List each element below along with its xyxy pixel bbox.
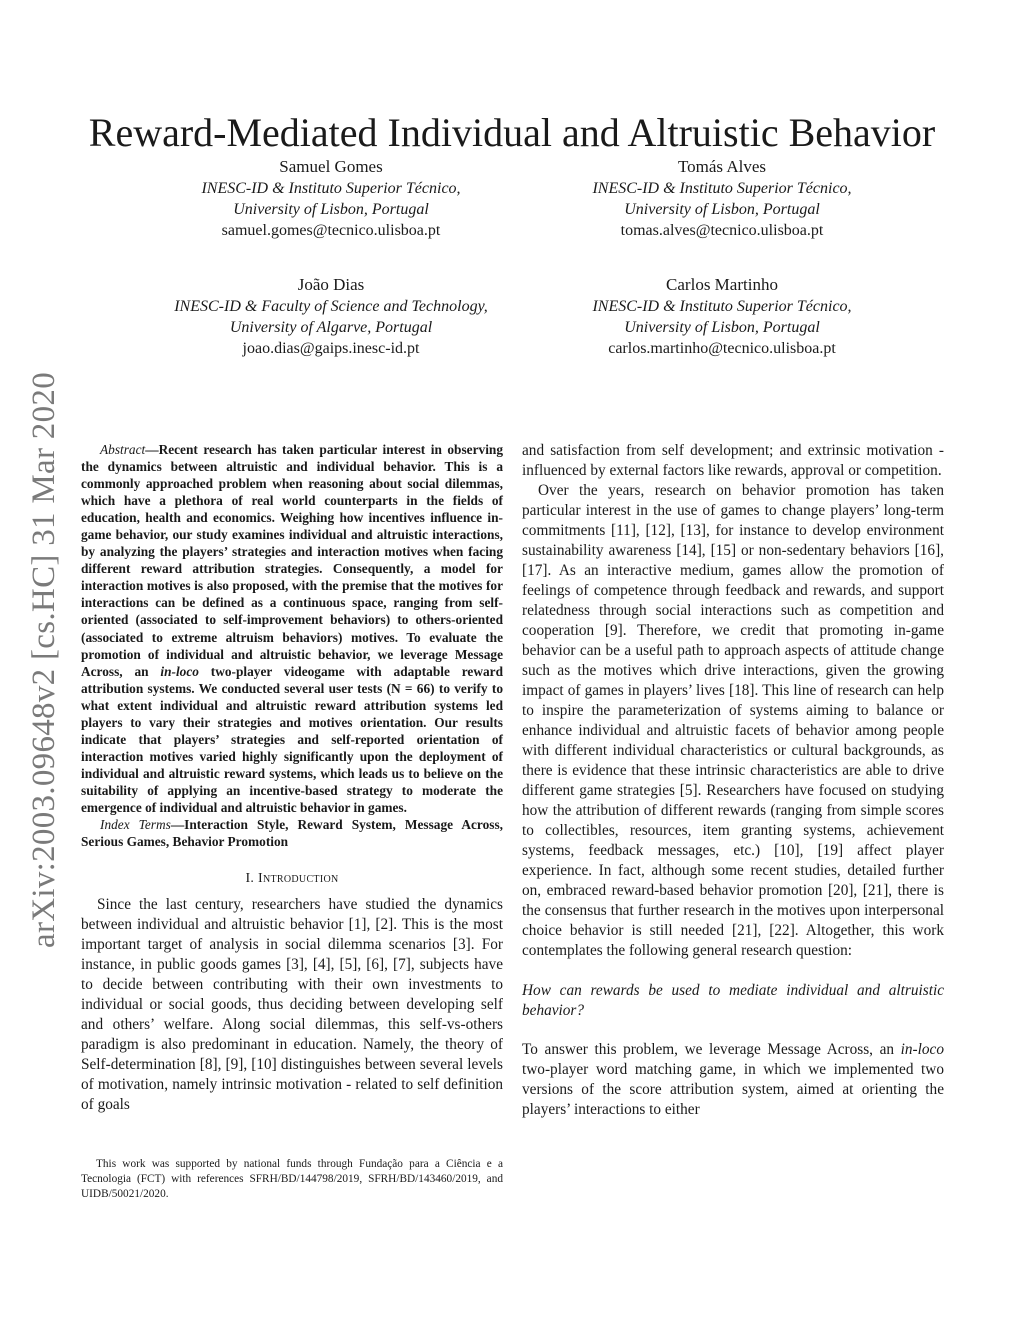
author-name: Carlos Martinho: [666, 275, 778, 294]
research-question: How can rewards be used to mediate individual and altruistic behavior?: [522, 982, 944, 1020]
author-name: João Dias: [297, 275, 365, 294]
intro-paragraph: Since the last century, researchers have studied the dynamics between individual and altruistic behavior [1], [2]. This is the most important target of analysis in social dilemma scenarios [3]. For instance, in public goods games [3], [4], [5], [6], [7], subjects have to decide between contributing with their own investments to individual or social goods, thus deciding between developing self and others’ welfare. Along social dilemmas, this self-vs-others paradigm is also predominant in education. Namely, the theory of Self-determination [8], [9], [10] distinguishes between several levels of motivation, namely intrinsic motivation - related to self definition of goals: [81, 896, 503, 1114]
author-affiliation: INESC-ID & Instituto Superior Técnico,: [592, 298, 852, 315]
author-affiliation: INESC-ID & Instituto Superior Técnico,: [592, 180, 852, 197]
abstract-emphasis: in-loco: [160, 663, 199, 679]
abstract-text: —Recent research has taken particular interest in observing the dynamics between altruistic and individual behavior. This is a commonly approached problem when reasoning about social dilemmas, which have a plethora of real world counterparts in the fields of education, health and economics. Weighing how incentives influence in-game behavior, our study examines individual and altruistic interactions, by analyzing the players’ strategies and interaction motives when facing different reward attribution strategies. Consequently, a model for interaction motives is also proposed, with the premise that the motives for interactions can be defined as a continuous space, ranging from self-oriented (associated to self-improvement behaviors) to others-oriented (associated to extreme altruism behaviors) motives. To evaluate the promotion of individual and altruistic behavior, we leverage Message Across, an: [81, 442, 503, 679]
index-terms-label: Index Terms: [100, 817, 171, 833]
body-emphasis: in-loco: [900, 1041, 944, 1059]
body-paragraph: [522, 1040, 944, 1120]
author-name: Samuel Gomes: [279, 157, 383, 176]
left-column: [81, 441, 503, 1115]
body-text: To answer this problem, we leverage Message Across, an: [522, 1041, 901, 1059]
author-university: University of Lisbon, Portugal: [624, 319, 820, 336]
arxiv-identifier: arXiv:2003.09648v2 [cs.HC] 31 Mar 2020: [26, 372, 62, 948]
section-heading: I. Introduction: [245, 871, 339, 887]
abstract-text-continued: two-player videogame with adaptable reward attribution systems. We conducted several user tests (N = 66) to verify to what extent individual and altruistic reward attribution systems led players to vary their strategies and motives orientation. Our results indicate that players’ strategies and self-reported orientation of interaction motives varied highly significantly upon the deployment of individual and altruistic reward systems, which leads us to believe on the suitability of applying an incentive-based strategy to moderate the emergence of individual and altruistic behavior in games.: [81, 663, 503, 815]
index-terms: [81, 816, 503, 850]
author-email: carlos.martinho@tecnico.ulisboa.pt: [608, 340, 836, 357]
body-paragraph: and satisfaction from self development; and extrinsic motivation - influenced by external factors like rewards, approval or competition.: [522, 442, 944, 480]
author-affiliation: INESC-ID & Faculty of Science and Technology,: [174, 298, 488, 315]
index-terms-text: —Interaction Style, Reward System, Message Across, Serious Games, Behavior Promotion: [81, 817, 504, 850]
author-block: [111, 155, 551, 241]
author-university: University of Lisbon, Portugal: [233, 201, 429, 218]
body-paragraph: Over the years, research on behavior promotion has taken particular interest in the use of games to change players’ long-term commitments [11], [12], [13], for instance to develop environment sustainability awareness [14], [15] or non-sedentary behaviors [16], [17]. As an interactive medium, games allow the promotion of feelings of competence through feedback and rewards, and support relatedness through social interactions such as competition and cooperation [9]. Therefore, we credit that promoting in-game behavior can be a useful path to approach aspects of attitude change such as the motives which drive interactions, given the growing impact of games in players’ lives [18]. This line of research can help to inspire the parameterization of systems aiming to balance or enhance individual and altruistic facets of behavior among people with different individual characteristics or cultural backgrounds, as there is evidence that these intrinsic characteristics are able to drive different game strategies [5]. Researchers have focused on studying how the attribution of different rewards (ranging from simple scores to collectibles, resources, item granting systems, achievement systems, feedback messages, etc.) [10], [19] affect player experience. In fact, although some recent studies, detailed further on, embraced reward-based behavior promotion [20], [21], there is the consensus that further research in the motives upon interpersonal choice behavior is still needed [21], [22]. Altogether, this work contemplates the following general research question:: [522, 482, 944, 960]
arxiv-sidebar-stamp: [14, 370, 74, 950]
author-name: Tomás Alves: [677, 157, 767, 176]
author-block: [502, 155, 942, 241]
author-university: University of Lisbon, Portugal: [624, 201, 820, 218]
author-block: [111, 273, 551, 359]
author-block: [502, 273, 942, 359]
abstract: [81, 441, 503, 816]
paper-title: Reward-Mediated Individual and Altruistic Behavior: [88, 109, 936, 155]
body-text-continued: two-player word matching game, in which we implemented two versions of the score attribution system, aimed at orienting the players’ interactions to either: [522, 1061, 944, 1119]
right-column: [522, 441, 944, 1121]
author-university: University of Algarve, Portugal: [229, 319, 433, 336]
abstract-label: Abstract: [100, 442, 146, 457]
author-email: joao.dias@gaips.inesc-id.pt: [242, 340, 420, 357]
author-email: samuel.gomes@tecnico.ulisboa.pt: [221, 222, 441, 239]
author-email: tomas.alves@tecnico.ulisboa.pt: [620, 222, 824, 239]
footnote: This work was supported by national funds through Fundação para a Ciência e a Tecnologia (FCT) with references SFRH/BD/144798/2019, SFRH/BD/143460/2019, and UIDB/50021/2020.: [81, 1158, 503, 1200]
author-affiliation: INESC-ID & Instituto Superior Técnico,: [201, 180, 461, 197]
